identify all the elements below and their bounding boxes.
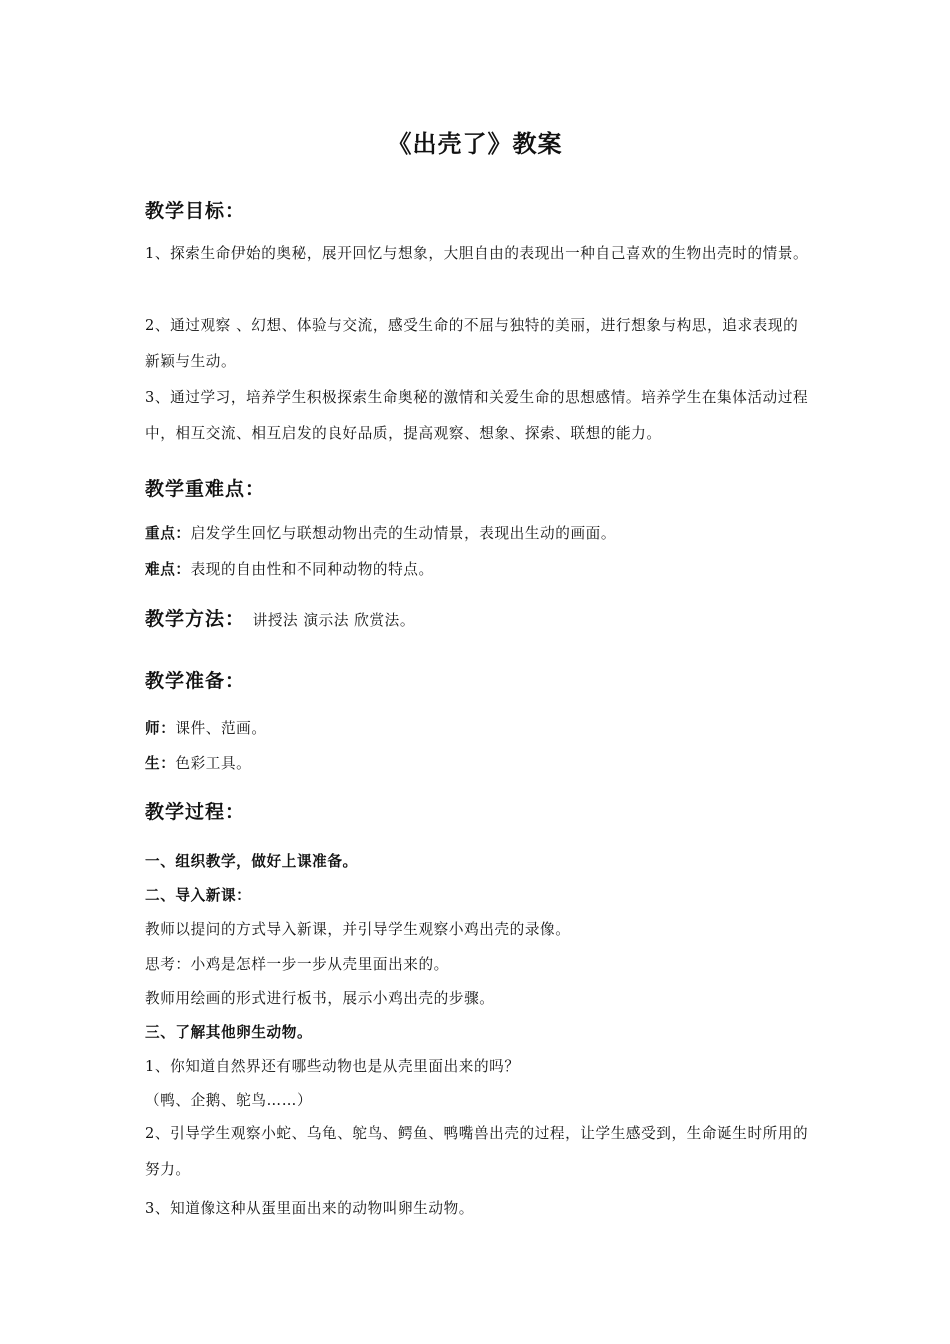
key-point-text: 启发学生回忆与联想动物出壳的生动情景，表现出生动的画面。: [190, 525, 617, 542]
process-step-2-line-3: 教师用绘画的形式进行板书，展示小鸡出壳的步骤。: [145, 990, 495, 1007]
preparation-heading: 教学准备：: [145, 670, 246, 692]
difficult-point-label: 难点：: [145, 561, 191, 578]
objective-item-3: 3、通过学习，培养学生积极探索生命奥秘的激情和关爱生命的思想感情。培养学生在集体活动过程中，相互交流、相互启发的良好品质，提高观察、想象、探索、联想的能力。: [145, 389, 809, 442]
document-title: 《出壳了》教案: [387, 130, 563, 158]
process-heading: 教学过程：: [145, 801, 246, 823]
teacher-prep-text: 课件、范画。: [175, 720, 267, 737]
teacher-prep-line: [145, 717, 810, 738]
student-prep-text: 色彩工具。: [175, 755, 252, 772]
difficult-point-line: [145, 558, 810, 579]
key-point-line: [145, 522, 810, 543]
objective-item-1: 1、探索生命伊始的奥秘，展开回忆与想象，大胆自由的表现出一种自己喜欢的生物出壳时的情景。: [145, 245, 809, 262]
objectives-heading: 教学目标：: [145, 200, 246, 222]
student-prep-label: 生：: [145, 755, 176, 772]
process-step-2-line-1: 教师以提问的方式导入新课，并引导学生观察小鸡出壳的录像。: [145, 921, 571, 938]
key-points-heading: 教学重难点：: [145, 478, 266, 500]
process-step-3: 三、了解其他卵生动物。: [145, 1024, 313, 1041]
student-prep-line: [145, 752, 810, 773]
process-step-3-question-3: 3、知道像这种从蛋里面出来的动物叫卵生动物。: [145, 1200, 474, 1217]
key-point-label: 重点：: [145, 525, 191, 542]
difficult-point-text: 表现的自由性和不同种动物的特点。: [190, 561, 434, 578]
objective-item-2: 2、通过观察 、幻想、体验与交流，感受生命的不屈与独特的美丽，进行想象与构思，追求表现的新颖与生动。: [145, 317, 799, 370]
teacher-prep-label: 师：: [145, 720, 176, 737]
methods-heading: 教学方法：: [145, 608, 246, 630]
methods-line: [145, 604, 415, 631]
process-step-2-line-2: 思考：小鸡是怎样一步一步从壳里面出来的。: [145, 956, 449, 973]
process-step-2: 二、导入新课：: [145, 887, 252, 904]
process-step-3-question-2: 2、引导学生观察小蛇、乌龟、鸵鸟、鳄鱼、鸭嘴兽出壳的过程，让学生感受到，生命诞生时所用的努力。: [145, 1125, 809, 1178]
methods-text: 讲授法 演示法 欣赏法。: [252, 612, 416, 629]
process-step-1: 一、组织教学，做好上课准备。: [145, 853, 358, 870]
process-step-3-answer-1: （鸭、企鹅、鸵鸟……）: [145, 1092, 313, 1109]
process-step-3-question-1: 1、你知道自然界还有哪些动物也是从壳里面出来的吗？: [145, 1058, 520, 1075]
